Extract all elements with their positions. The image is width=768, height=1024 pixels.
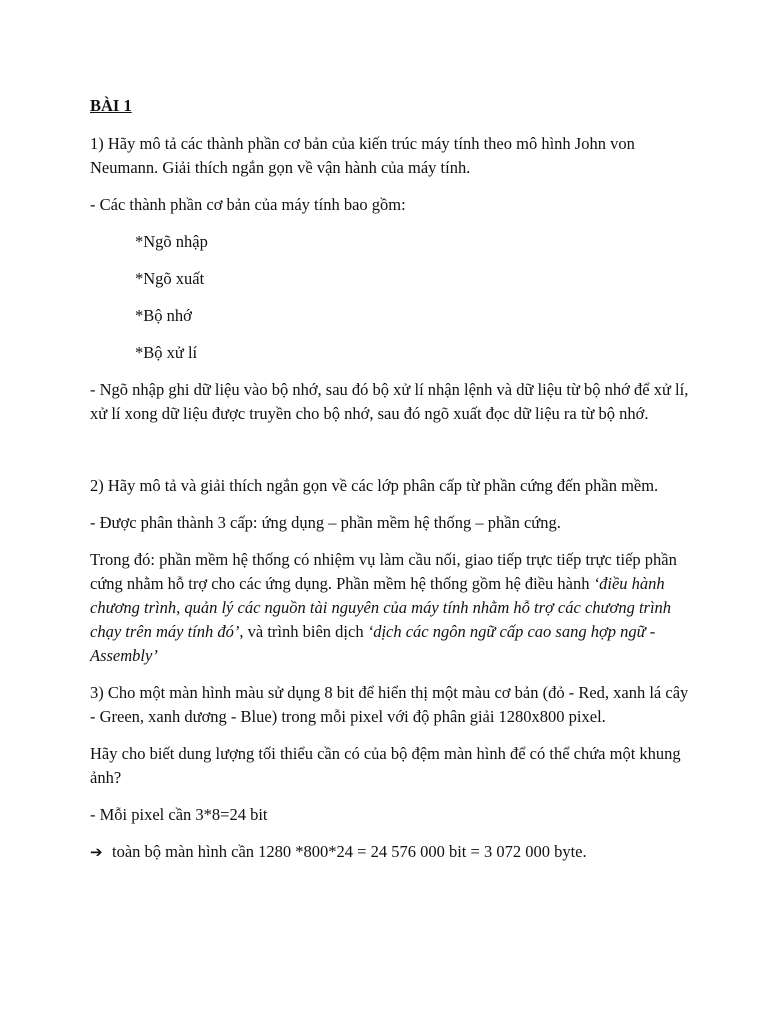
- component-item: *Ngõ nhập: [135, 232, 208, 251]
- detail-text: , và trình biên dịch: [239, 622, 368, 641]
- component-item: *Ngõ xuất: [135, 269, 205, 288]
- calculation-step: - Mỗi pixel cần 3*8=24 bit: [90, 805, 268, 824]
- question-1: 1) Hãy mô tả các thành phần cơ bản của kiến trúc máy tính theo mô hình John von Neumann. Giải thích ngắn gọn về vận hành của máy tính.: [90, 134, 635, 177]
- calculation-result: [90, 840, 690, 864]
- components-intro: - Các thành phần cơ bản của máy tính bao gồm:: [90, 195, 406, 214]
- os-description: ‘điều hành chương trình, quản lý các nguồn tài nguyên của máy tính nhằm hỗ trợ các chương trình chạy trên máy tính đó’: [90, 574, 672, 641]
- hierarchy-levels: - Được phân thành 3 cấp: ứng dụng – phần mềm hệ thống – phần cứng.: [90, 513, 561, 532]
- arrow-right-icon: ➔: [90, 843, 103, 861]
- component-item: *Bộ nhớ: [135, 306, 192, 325]
- section-spacer: [90, 439, 690, 474]
- document-page: [90, 94, 690, 877]
- question-2: 2) Hãy mô tả và giải thích ngắn gọn về các lớp phân cấp từ phần cứng đến phần mềm.: [90, 476, 659, 495]
- hierarchy-detail: [90, 548, 690, 668]
- component-item: *Bộ xử lí: [135, 343, 198, 362]
- operation-explanation: - Ngõ nhập ghi dữ liệu vào bộ nhớ, sau đó bộ xử lí nhận lệnh và dữ liệu từ bộ nhớ để xử lí, xử lí xong dữ liệu được truyền cho bộ nhớ, sau đó ngõ xuất đọc dữ liệu ra từ bộ nhớ.: [90, 380, 689, 423]
- result-text: toàn bộ màn hình cần 1280 *800*24 = 24 576 000 bit = 3 072 000 byte.: [112, 842, 587, 861]
- detail-text: Trong đó: phần mềm hệ thống có nhiệm vụ làm cầu nối, giao tiếp trực tiếp trực tiếp phần cứng nhằm hỗ trợ cho các ứng dụng. Phần mềm hệ thống gồm hệ điều hành: [90, 550, 677, 593]
- question-3-ask: Hãy cho biết dung lượng tối thiểu cần có của bộ đệm màn hình để có thể chứa một khung ảnh?: [90, 744, 681, 787]
- compiler-description: ‘dịch các ngôn ngữ cấp cao sang hợp ngữ - Assembly’: [90, 622, 656, 665]
- question-3: 3) Cho một màn hình màu sử dụng 8 bit để hiển thị một màu cơ bản (đỏ - Red, xanh lá cây - Green, xanh dương - Blue) trong mỗi pixel với độ phân giải 1280x800 pixel.: [90, 683, 689, 726]
- document-title: BÀI 1: [90, 96, 132, 115]
